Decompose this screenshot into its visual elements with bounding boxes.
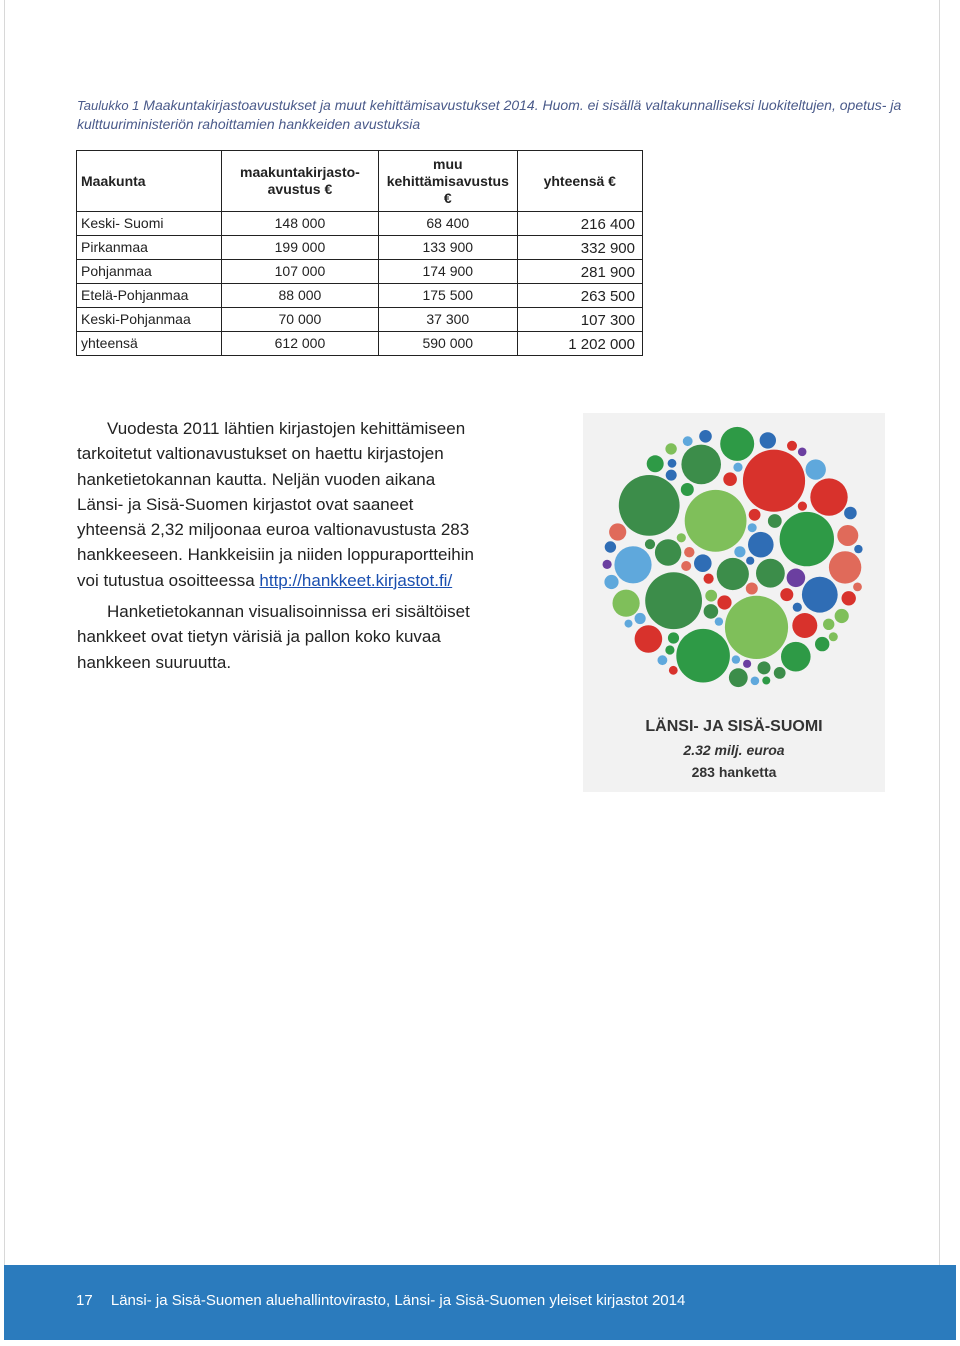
cell-other: 175 500 xyxy=(379,284,518,308)
infographic-title: LÄNSI- JA SISÄ-SUOMI xyxy=(645,718,823,735)
project-bubble xyxy=(613,590,640,617)
cell-region: Keski- Suomi xyxy=(77,212,222,236)
caption-text: Maakuntakirjastoavustukset ja muut kehittämisavustukset 2014. Huom. ei sisällä valtakunnalliseksi luokiteltujen, opetus- ja kulttuuriministeriön rahoittamien hankkeiden avustuksia xyxy=(77,97,902,132)
project-bubble xyxy=(749,509,761,521)
project-bubble xyxy=(676,629,730,683)
project-bubble xyxy=(668,459,677,468)
project-bubble xyxy=(781,642,811,672)
footer-text xyxy=(76,1292,685,1309)
cell-other: 590 000 xyxy=(379,332,518,356)
project-bubble xyxy=(720,427,754,461)
project-bubble xyxy=(842,591,856,605)
footer-title: Länsi- ja Sisä-Suomen aluehallintovirasto, Länsi- ja Sisä-Suomen yleiset kirjastot 2014 xyxy=(110,1292,686,1309)
table-row xyxy=(77,236,643,260)
table-row xyxy=(77,212,643,236)
project-bubble xyxy=(625,620,633,628)
cell-region: Pirkanmaa xyxy=(77,236,222,260)
table-row xyxy=(77,308,643,332)
project-bubble xyxy=(677,533,686,542)
project-bubble xyxy=(725,596,788,659)
project-bubble xyxy=(798,502,807,511)
caption-label: Taulukko 1 xyxy=(77,98,140,113)
cell-region: yhteensä xyxy=(77,332,222,356)
cell-total: 1 202 000 xyxy=(517,332,642,356)
cell-library: 612 000 xyxy=(221,332,378,356)
page-number: 17 xyxy=(76,1292,93,1309)
project-bubble xyxy=(645,539,655,549)
project-bubble xyxy=(681,483,694,496)
project-bubble xyxy=(658,655,668,665)
project-bubble xyxy=(699,430,712,443)
project-bubble xyxy=(837,525,858,546)
bubble-infographic xyxy=(583,413,885,792)
table-total-row xyxy=(77,332,643,356)
infographic-count: 283 hanketta xyxy=(691,764,777,780)
project-bubble xyxy=(793,603,802,612)
table-row xyxy=(77,284,643,308)
project-bubble xyxy=(734,546,745,557)
table-header-row xyxy=(77,151,643,212)
project-bubble xyxy=(683,436,693,446)
cell-region: Pohjanmaa xyxy=(77,260,222,284)
project-bubble xyxy=(823,619,834,630)
project-bubble xyxy=(669,666,678,675)
project-bubble xyxy=(685,490,747,552)
cell-region: Keski-Pohjanmaa xyxy=(77,308,222,332)
project-bubble xyxy=(748,532,774,558)
cell-library: 148 000 xyxy=(221,212,378,236)
project-bubble xyxy=(733,463,742,472)
project-bubble xyxy=(829,551,861,583)
cell-total: 107 300 xyxy=(517,308,642,332)
project-bubble xyxy=(665,443,676,454)
paragraph-1-text: Vuodesta 2011 lähtien kirjastojen kehittämiseen tarkoitetut valtionavustukset on haettu kirjastojen hanketietokannan kautta. Neljän vuoden aikana Länsi- ja Sisä-Suomen kirjastot ovat saaneet yhteensä 2,32 miljoonaa euroa valtionavustusta 283 hankkeeseen. Hankkeisiin ja niiden loppuraportteihin voi tutustua osoitteessa xyxy=(77,419,474,590)
project-bubble xyxy=(681,445,721,485)
table-caption xyxy=(77,96,907,134)
project-bubble xyxy=(665,645,674,654)
project-bubble xyxy=(854,545,862,553)
project-bubble xyxy=(705,590,717,602)
project-bubble xyxy=(619,475,680,536)
project-bubble xyxy=(780,512,834,566)
project-bubble xyxy=(768,514,782,528)
project-bubble xyxy=(717,595,731,609)
cell-library: 70 000 xyxy=(221,308,378,332)
project-bubble xyxy=(806,459,826,479)
header-region: Maakunta xyxy=(77,151,222,212)
cell-total: 332 900 xyxy=(517,236,642,260)
project-bubble xyxy=(810,478,847,515)
cell-total: 263 500 xyxy=(517,284,642,308)
cell-other: 133 900 xyxy=(379,236,518,260)
project-bubble xyxy=(684,547,694,557)
project-bubble xyxy=(635,613,646,624)
project-bubble xyxy=(760,432,776,448)
cell-library: 88 000 xyxy=(221,284,378,308)
header-other-grant: muu kehittämisavustus € xyxy=(379,151,518,212)
cell-library: 199 000 xyxy=(221,236,378,260)
header-total: yhteensä € xyxy=(517,151,642,212)
project-bubble xyxy=(844,507,857,520)
project-bubble xyxy=(704,604,719,619)
project-bubble xyxy=(732,655,740,663)
project-bubble xyxy=(758,661,771,674)
project-bubble xyxy=(774,667,786,679)
header-library-grant: maakuntakirjasto-avustus € xyxy=(221,151,378,212)
cell-region: Etelä-Pohjanmaa xyxy=(77,284,222,308)
project-bubble xyxy=(787,441,797,451)
project-bubble xyxy=(743,450,805,512)
project-bubble xyxy=(729,668,748,687)
project-bubble xyxy=(743,660,751,668)
cell-total: 281 900 xyxy=(517,260,642,284)
project-bubble xyxy=(815,637,829,651)
paragraph-1 xyxy=(77,416,477,593)
project-bubble xyxy=(835,609,849,623)
project-bubble xyxy=(655,539,681,565)
projects-link[interactable]: http://hankkeet.kirjastot.fi/ xyxy=(259,570,453,590)
project-bubble xyxy=(694,554,712,572)
project-bubble xyxy=(609,523,626,540)
body-text xyxy=(77,416,477,681)
infographic-amount: 2.32 milj. euroa xyxy=(683,742,785,758)
project-bubble xyxy=(746,557,754,565)
project-bubble xyxy=(798,448,807,457)
project-bubble xyxy=(792,613,817,638)
project-bubble xyxy=(756,559,785,588)
project-bubble xyxy=(605,541,616,552)
project-bubble xyxy=(603,560,612,569)
project-bubble xyxy=(802,577,838,613)
cell-other: 37 300 xyxy=(379,308,518,332)
project-bubble xyxy=(762,677,770,685)
project-bubble xyxy=(681,561,691,571)
cell-other: 174 900 xyxy=(379,260,518,284)
bubble-cluster xyxy=(583,413,885,713)
project-bubble xyxy=(748,523,757,532)
grants-table xyxy=(76,150,643,356)
table-row xyxy=(77,260,643,284)
cell-other: 68 400 xyxy=(379,212,518,236)
cell-total: 216 400 xyxy=(517,212,642,236)
project-bubble xyxy=(645,572,702,629)
project-bubble xyxy=(746,583,758,595)
project-bubble xyxy=(614,546,651,583)
paragraph-2: Hanketietokannan visualisoinnissa eri sisältöiset hankkeet ovat tietyn värisiä ja pallon koko kuvaa hankkeen suuruutta. xyxy=(77,602,470,672)
project-bubble xyxy=(635,625,663,653)
project-bubble xyxy=(853,583,862,592)
cell-library: 107 000 xyxy=(221,260,378,284)
page-footer xyxy=(4,1265,956,1340)
project-bubble xyxy=(715,617,723,625)
project-bubble xyxy=(604,575,618,589)
project-bubble xyxy=(704,574,714,584)
project-bubble xyxy=(780,588,793,601)
project-bubble xyxy=(751,677,760,686)
project-bubble xyxy=(787,569,806,588)
project-bubble xyxy=(717,558,749,590)
project-bubble xyxy=(647,455,664,472)
project-bubble xyxy=(723,472,737,486)
project-bubble xyxy=(666,470,677,481)
project-bubble xyxy=(829,632,838,641)
project-bubble xyxy=(668,632,679,643)
